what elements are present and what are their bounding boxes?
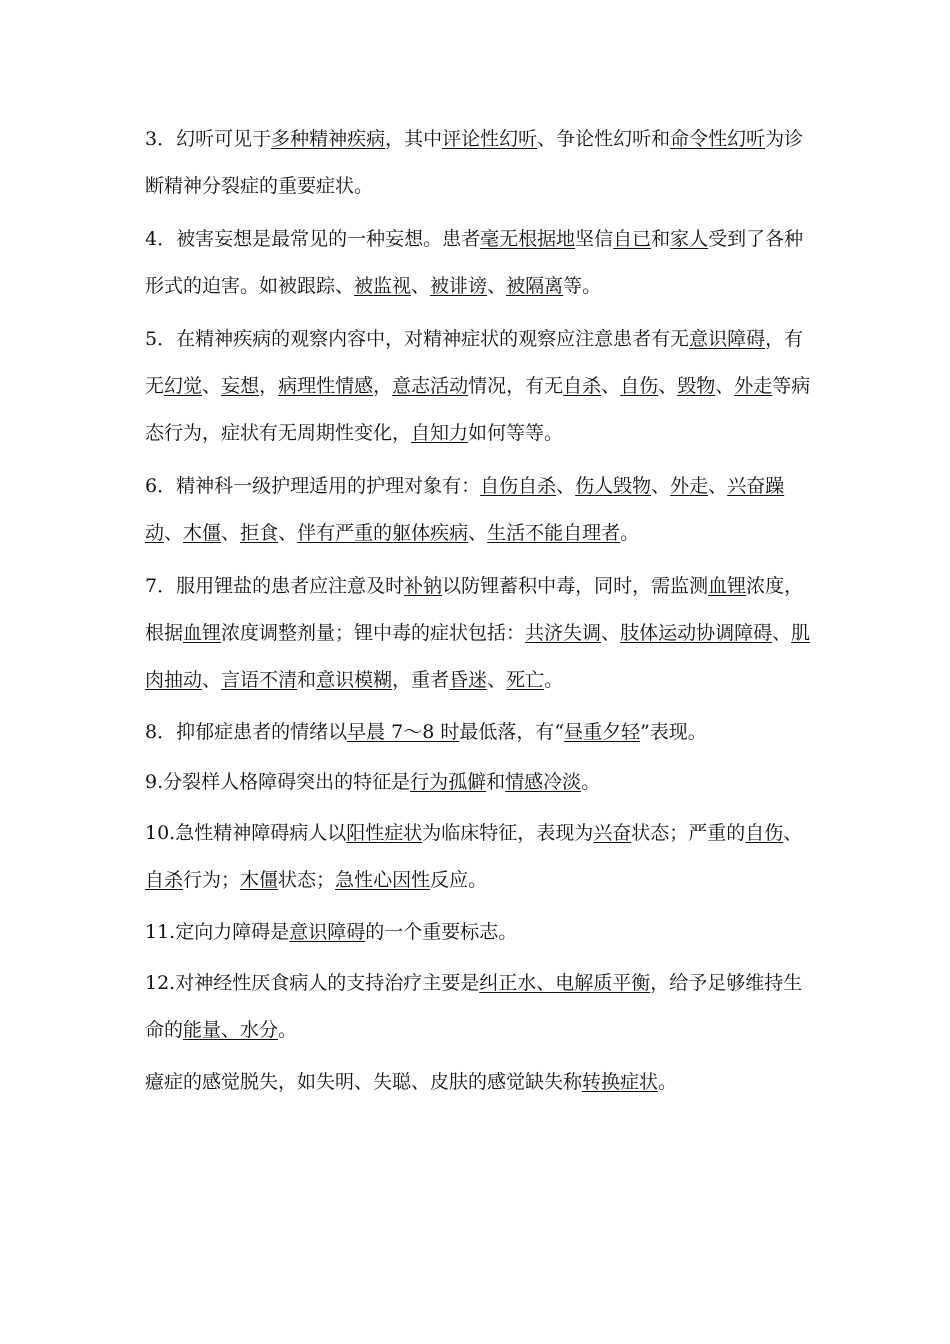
text-segment: 、 [202,375,222,397]
underlined-answer: 毫无根据地 [480,228,576,250]
text-segment: 、 [783,822,803,844]
underlined-answer: 转换症状 [582,1071,659,1093]
text-segment: 最低落，有“ [459,721,565,743]
underlined-answer: 情感冷淡 [505,771,582,793]
paragraph-8 [145,810,815,904]
text-segment: ， [373,375,393,397]
underlined-answer: 被监视 [354,275,412,297]
text-segment: 如何等等。 [468,422,564,444]
underlined-answer: 木僵 [183,522,222,544]
text-segment: 情况，有无 [468,375,564,397]
underlined-answer: 言语不清 [221,669,298,691]
text-segment: ，给予足够维持生命的 [145,972,803,1041]
underlined-answer: 命令性幻听 [670,128,766,150]
text-segment: 9.分裂样人格障碍突出的特征是 [145,771,411,793]
text-segment: 、 [164,522,184,544]
text-segment: 受到了各种形式的迫害。如被跟踪、 [145,228,804,297]
underlined-answer: 意识障碍 [689,328,766,350]
paragraph-2 [145,216,815,310]
text-segment: 、 [772,622,792,644]
underlined-answer: 肢体运动协调障碍 [620,622,773,644]
paragraph-3 [145,316,815,457]
text-segment: 11.定向力障碍是 [145,921,290,943]
underlined-answer: 急性心因性 [335,869,431,891]
text-segment: 、 [601,375,621,397]
text-segment: 反应。 [430,869,488,891]
underlined-answer: 阳性症状 [346,822,423,844]
underlined-answer: 病理性情感 [278,375,374,397]
underlined-answer: 自伤自杀 [480,475,557,497]
underlined-answer: 早晨 7～8 时 [347,721,460,743]
text-segment: 。 [620,522,640,544]
underlined-answer: 纠正水、电解质平衡 [479,972,651,994]
underlined-answer: 伴有严重的躯体疾病 [297,522,469,544]
text-segment: 浓度调整剂量；锂中毒的症状包括： [221,622,526,644]
underlined-answer: 意志活动 [392,375,469,397]
document-body [145,116,815,1110]
paragraph-10 [145,960,815,1054]
text-segment: 以防锂蓄积中毒，同时，需监测 [442,575,709,597]
underlined-answer: 外走 [734,375,773,397]
paragraph-11 [145,1060,815,1104]
underlined-answer: 兴奋躁动 [145,475,785,544]
text-segment: 、 [202,669,222,691]
underlined-answer: 死亡 [506,669,545,691]
text-segment: 12.对神经性厌食病人的支持治疗主要是 [145,972,480,994]
underlined-answer: 自知力 [411,422,469,444]
paragraph-1 [145,116,815,210]
text-segment: 、 [556,475,576,497]
text-segment: ，有无 [145,328,804,397]
underlined-answer: 意识障碍 [289,921,366,943]
text-segment: 、 [658,375,678,397]
text-segment: 8．抑郁症患者的情绪以 [145,721,348,743]
text-segment: ， [259,375,279,397]
underlined-answer: 能量、水分 [183,1019,279,1041]
text-segment: 等。 [563,275,602,297]
text-segment: 行为； [183,869,241,891]
text-segment: 癔症的感觉脱失，如失明、失聪、皮肤的感觉缺失称 [145,1071,583,1093]
text-segment: 7．服用锂盐的患者应注意及时 [145,575,405,597]
text-segment: 状态；严重的 [631,822,746,844]
text-segment: 和 [651,228,671,250]
text-segment: 、 [715,375,735,397]
underlined-answer: 木僵 [240,869,279,891]
text-segment: 5．在精神疾病的观察内容中，对精神症状的观察应注意患者有无 [145,328,690,350]
underlined-answer: 幻觉 [164,375,203,397]
text-segment: 、 [487,275,507,297]
text-segment: 、 [411,275,431,297]
text-segment: 、 [278,522,298,544]
text-segment: 、 [487,669,507,691]
text-segment: 、 [651,475,671,497]
underlined-answer: 评论性幻听 [442,128,538,150]
text-segment: 浓度，根据 [145,575,804,644]
underlined-answer: 妄想 [221,375,260,397]
underlined-answer: 被隔离 [506,275,564,297]
underlined-answer: 多种精神疾病 [271,128,386,150]
text-segment: ，其中 [385,128,443,150]
underlined-answer: 自伤 [745,822,784,844]
underlined-answer: 血锂 [708,575,747,597]
text-segment: 、 [601,622,621,644]
underlined-answer: 毁物 [677,375,716,397]
underlined-answer: 被诽谤 [430,275,488,297]
text-segment: ，重者 [392,669,450,691]
paragraph-7 [145,760,815,804]
text-segment: 、 [221,522,241,544]
underlined-answer: 生活不能自理者 [487,522,621,544]
paragraph-4 [145,463,815,557]
underlined-answer: 家人 [670,228,709,250]
text-segment: 状态； [278,869,336,891]
underlined-answer: 伤人毁物 [575,475,652,497]
underlined-answer: 外走 [670,475,709,497]
text-segment: 3．幻听可见于 [145,128,272,150]
paragraph-9 [145,910,815,954]
text-segment: 6．精神科一级护理适用的护理对象有： [145,475,481,497]
underlined-answer: 自伤 [620,375,659,397]
underlined-answer: 自杀 [145,869,184,891]
underlined-answer: 自杀 [563,375,602,397]
underlined-answer: 昼重夕轻 [564,721,641,743]
underlined-answer: 共济失调 [525,622,602,644]
text-segment: 等病态行为，症状有无周期性变化， [145,375,811,444]
text-segment: 坚信 [575,228,614,250]
underlined-answer: 兴奋 [593,822,632,844]
underlined-answer: 意识模糊 [316,669,393,691]
underlined-answer: 补钠 [404,575,443,597]
text-segment: ”表现。 [640,721,707,743]
underlined-answer: 肌肉抽动 [145,622,811,691]
text-segment: 、 [468,522,488,544]
text-segment: 、 [708,475,728,497]
text-segment: 。 [658,1071,678,1093]
paragraph-6 [145,710,815,754]
underlined-answer: 昏迷 [449,669,488,691]
text-segment: 和 [297,669,317,691]
text-segment: 为临床特征，表现为 [422,822,594,844]
text-segment: 为诊断精神分裂症的重要症状。 [145,128,804,197]
text-segment: 。 [278,1019,298,1041]
underlined-answer: 拒食 [240,522,279,544]
text-segment: 4．被害妄想是最常见的一种妄想。患者 [145,228,481,250]
text-segment: 和 [486,771,506,793]
text-segment: 。 [544,669,564,691]
underlined-answer: 自已 [613,228,652,250]
text-segment: 。 [581,771,601,793]
text-segment: 、争论性幻听和 [537,128,671,150]
underlined-answer: 血锂 [183,622,222,644]
text-segment: 10.急性精神障碍病人以 [145,822,347,844]
underlined-answer: 行为孤僻 [410,771,487,793]
text-segment: 的一个重要标志。 [365,921,518,943]
paragraph-5 [145,563,815,704]
